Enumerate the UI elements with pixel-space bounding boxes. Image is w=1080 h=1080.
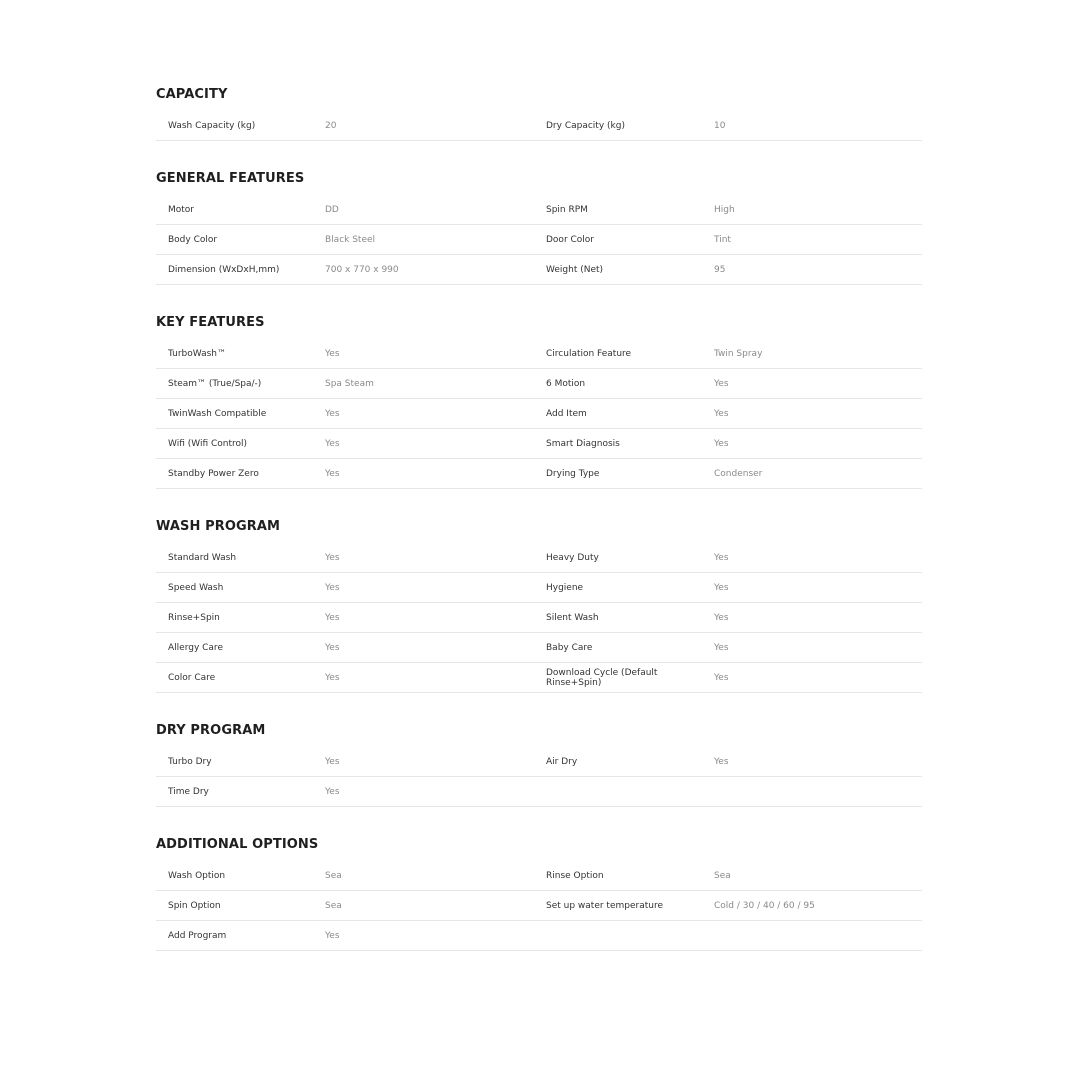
spec-value: Sea: [325, 870, 342, 881]
spec-label: Time Dry: [168, 786, 209, 797]
spec-label: Baby Care: [546, 642, 593, 653]
spec-row: [156, 459, 922, 489]
spec-label: Silent Wash: [546, 612, 599, 623]
spec-value: Yes: [714, 408, 729, 419]
spec-value: Spa Steam: [325, 378, 374, 389]
spec-label: Weight (Net): [546, 264, 604, 275]
section-title: KEY FEATURES: [156, 315, 265, 330]
spec-value: 10: [714, 120, 726, 131]
spec-label: Dry Capacity (kg): [546, 120, 625, 131]
spec-row: [156, 255, 922, 285]
spec-label: Rinse Option: [546, 870, 604, 881]
spec-value: Yes: [325, 786, 340, 797]
spec-row: [156, 399, 922, 429]
spec-value: Yes: [325, 552, 340, 563]
spec-label: Color Care: [168, 672, 216, 683]
section-title: CAPACITY: [156, 87, 228, 102]
spec-label: Heavy Duty: [546, 552, 599, 563]
spec-row: [156, 777, 922, 807]
spec-label: Spin RPM: [546, 204, 588, 215]
spec-row: [156, 663, 922, 693]
spec-value: Yes: [325, 756, 340, 767]
spec-label: Allergy Care: [168, 642, 223, 653]
spec-label: Download Cycle (Default Rinse+Spin): [546, 667, 658, 688]
spec-label: Standard Wash: [168, 552, 237, 563]
spec-value: Yes: [325, 468, 340, 479]
spec-table: [156, 543, 922, 693]
spec-table: [156, 195, 922, 285]
spec-label: Drying Type: [546, 468, 600, 479]
spec-value: Yes: [714, 552, 729, 563]
spec-label: Rinse+Spin: [168, 612, 220, 623]
section-additional-options: [156, 836, 922, 951]
spec-value: Yes: [325, 582, 340, 593]
spec-label: Wash Capacity (kg): [168, 120, 256, 131]
spec-label: Door Color: [546, 234, 595, 245]
spec-label: Wash Option: [168, 870, 226, 881]
spec-row: [156, 633, 922, 663]
spec-value: Sea: [714, 870, 731, 881]
spec-row: [156, 891, 922, 921]
spec-label: Air Dry: [546, 756, 578, 767]
spec-label: Spin Option: [168, 900, 221, 911]
spec-value: Yes: [325, 930, 340, 941]
spec-row: [156, 339, 922, 369]
spec-row: [156, 225, 922, 255]
section-title: WASH PROGRAM: [156, 519, 281, 534]
spec-value: High: [714, 204, 735, 215]
section-title: ADDITIONAL OPTIONS: [156, 837, 319, 852]
spec-label: Add Program: [168, 930, 227, 941]
spec-label: Steam™ (True/Spa/-): [168, 378, 262, 389]
spec-row: [156, 111, 922, 141]
spec-label: TwinWash Compatible: [168, 408, 267, 419]
spec-label: Smart Diagnosis: [546, 438, 620, 449]
spec-value: 700 x 770 x 990: [325, 264, 399, 275]
spec-value: Yes: [325, 408, 340, 419]
spec-value: Yes: [325, 438, 340, 449]
spec-value: Yes: [325, 612, 340, 623]
spec-label: Wifi (Wifi Control): [168, 438, 248, 449]
section-wash-program: [156, 518, 922, 722]
section-title: DRY PROGRAM: [156, 723, 266, 738]
spec-sheet: [156, 86, 922, 951]
spec-value: Yes: [714, 672, 729, 683]
spec-table: [156, 861, 922, 951]
spec-table: [156, 339, 922, 489]
spec-label: Add Item: [546, 408, 587, 419]
spec-value: Sea: [325, 900, 342, 911]
section-title: GENERAL FEATURES: [156, 171, 305, 186]
spec-label: Standby Power Zero: [168, 468, 259, 479]
spec-label: Body Color: [168, 234, 218, 245]
spec-label: Hygiene: [546, 582, 584, 593]
spec-value: Yes: [714, 612, 729, 623]
spec-value: Yes: [714, 378, 729, 389]
spec-label: Motor: [168, 204, 195, 215]
section-key-features: [156, 314, 922, 518]
spec-label: 6 Motion: [546, 378, 586, 389]
spec-row: [156, 543, 922, 573]
spec-value: Yes: [714, 642, 729, 653]
spec-label: TurboWash™: [168, 348, 226, 359]
spec-label: Turbo Dry: [168, 756, 212, 767]
spec-row: [156, 429, 922, 459]
spec-row: [156, 195, 922, 225]
spec-value: Yes: [714, 438, 729, 449]
spec-row: [156, 603, 922, 633]
spec-row: [156, 921, 922, 951]
spec-value: Yes: [325, 672, 340, 683]
spec-value: 20: [325, 120, 337, 131]
section-dry-program: [156, 722, 922, 836]
section-general-features: [156, 170, 922, 314]
section-capacity: [156, 86, 922, 170]
spec-row: [156, 573, 922, 603]
spec-value: Yes: [325, 642, 340, 653]
spec-table: [156, 111, 922, 141]
spec-label: Circulation Feature: [546, 348, 632, 359]
spec-value: Yes: [714, 756, 729, 767]
spec-value: Twin Spray: [714, 348, 763, 359]
spec-value: Yes: [714, 582, 729, 593]
spec-label: Set up water temperature: [546, 900, 663, 911]
spec-value: Condenser: [714, 468, 763, 479]
spec-row: [156, 861, 922, 891]
spec-table: [156, 747, 922, 807]
spec-value: Cold / 30 / 40 / 60 / 95: [714, 900, 815, 911]
spec-value: DD: [325, 204, 339, 215]
spec-value: Black Steel: [325, 234, 376, 245]
spec-value: Tint: [714, 234, 731, 245]
spec-value: Yes: [325, 348, 340, 359]
spec-value: 95: [714, 264, 726, 275]
spec-row: [156, 369, 922, 399]
spec-label: Dimension (WxDxH,mm): [168, 264, 280, 275]
spec-row: [156, 747, 922, 777]
spec-label: Speed Wash: [168, 582, 224, 593]
